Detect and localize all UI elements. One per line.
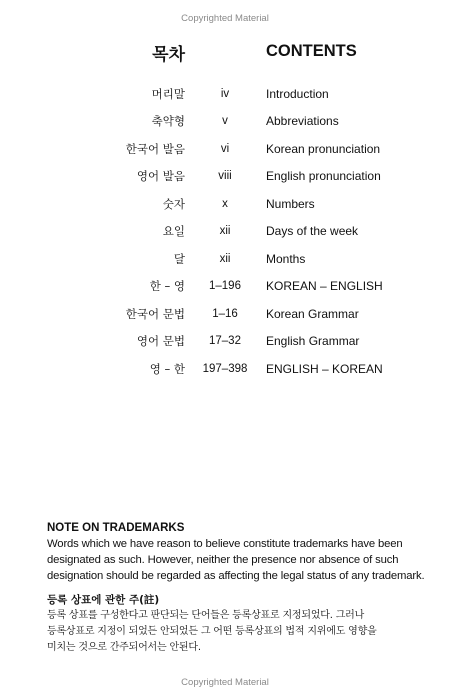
trademark-notes xyxy=(47,520,425,656)
toc-entry-page: vi xyxy=(220,142,230,155)
toc-entry xyxy=(0,355,450,383)
contents-heading-korean: 목차 xyxy=(152,45,185,65)
trademark-note-body xyxy=(47,536,425,584)
toc-entry-page: 1–196 xyxy=(209,280,241,293)
toc-entry-english: Days of the week xyxy=(266,224,359,239)
toc-entry-korean: 축약형 xyxy=(151,114,185,129)
toc-entry-page: v xyxy=(222,115,228,128)
toc-entry-korean: 한 – 영 xyxy=(149,279,185,294)
toc-entry-english: Korean Grammar xyxy=(266,306,359,321)
toc-entry xyxy=(0,245,450,273)
toc-entry-english: Months xyxy=(266,251,306,266)
trademark-note-korean-line: 등록 상표를 구성한다고 판단되는 단어들은 등록상표로 지정되었다. 그러나 xyxy=(47,610,365,621)
toc-entry xyxy=(0,218,450,246)
table-of-contents xyxy=(0,80,450,383)
toc-entry xyxy=(0,190,450,218)
trademark-note-korean-line: 등록상표로 지정이 되었든 안되었든 그 어떤 등록상표의 법적 지위에도 영향을 xyxy=(47,626,377,637)
toc-entry-korean: 영어 문법 xyxy=(136,334,185,349)
trademark-note-line: designated as such. However, neither the presence nor absence of such xyxy=(47,554,399,566)
toc-entry-korean: 영어 발음 xyxy=(136,169,185,184)
toc-entry xyxy=(0,135,450,163)
toc-entry-korean: 요일 xyxy=(162,224,185,239)
toc-entry xyxy=(0,163,450,191)
toc-entry-korean: 한국어 문법 xyxy=(125,306,185,321)
copyright-notice-top: Copyrighted Material xyxy=(181,13,269,24)
trademark-note-korean-line: 미치는 것으로 간주되어서는 안된다. xyxy=(47,642,201,653)
contents-heading-english: CONTENTS xyxy=(266,42,357,60)
toc-entry xyxy=(0,300,450,328)
toc-entry-page: x xyxy=(222,197,228,210)
trademark-note-line: designation should be regarded as affecting the legal status of any trademark. xyxy=(47,570,425,582)
toc-entry xyxy=(0,108,450,136)
toc-entry-page: iv xyxy=(220,87,230,100)
toc-entry xyxy=(0,80,450,108)
trademark-note-korean-title: 등록 상표에 관한 주(註) xyxy=(47,594,160,606)
trademark-note-korean-body xyxy=(47,608,412,656)
toc-entry-page: 197–398 xyxy=(202,362,248,375)
toc-entry xyxy=(0,328,450,356)
toc-entry-page: xii xyxy=(219,252,231,265)
toc-entry-page: viii xyxy=(218,170,232,183)
toc-entry-english: ENGLISH – KOREAN xyxy=(266,361,383,376)
toc-entry-english: Numbers xyxy=(266,196,315,211)
toc-entry-english: Korean pronunciation xyxy=(266,141,381,156)
toc-entry-korean: 숫자 xyxy=(162,196,185,211)
toc-entry-english: English pronunciation xyxy=(266,169,381,184)
trademark-note-line: Words which we have reason to believe constitute trademarks have been xyxy=(47,538,403,550)
toc-entry-korean: 영 – 한 xyxy=(149,361,185,376)
toc-entry-page: 17–32 xyxy=(209,335,241,348)
copyright-notice-bottom: Copyrighted Material xyxy=(181,677,269,688)
toc-entry-english: English Grammar xyxy=(266,334,360,349)
toc-entry-english: KOREAN – ENGLISH xyxy=(266,279,383,294)
trademark-note-title: NOTE ON TRADEMARKS xyxy=(47,522,185,534)
toc-entry-korean: 머리말 xyxy=(151,86,185,101)
toc-entry-page: xii xyxy=(219,225,231,238)
toc-entry-english: Introduction xyxy=(266,86,329,101)
toc-entry xyxy=(0,273,450,301)
toc-entry-page: 1–16 xyxy=(212,307,238,320)
toc-entry-korean: 달 xyxy=(173,251,185,266)
toc-entry-english: Abbreviations xyxy=(266,114,339,129)
toc-entry-korean: 한국어 발음 xyxy=(125,141,185,156)
